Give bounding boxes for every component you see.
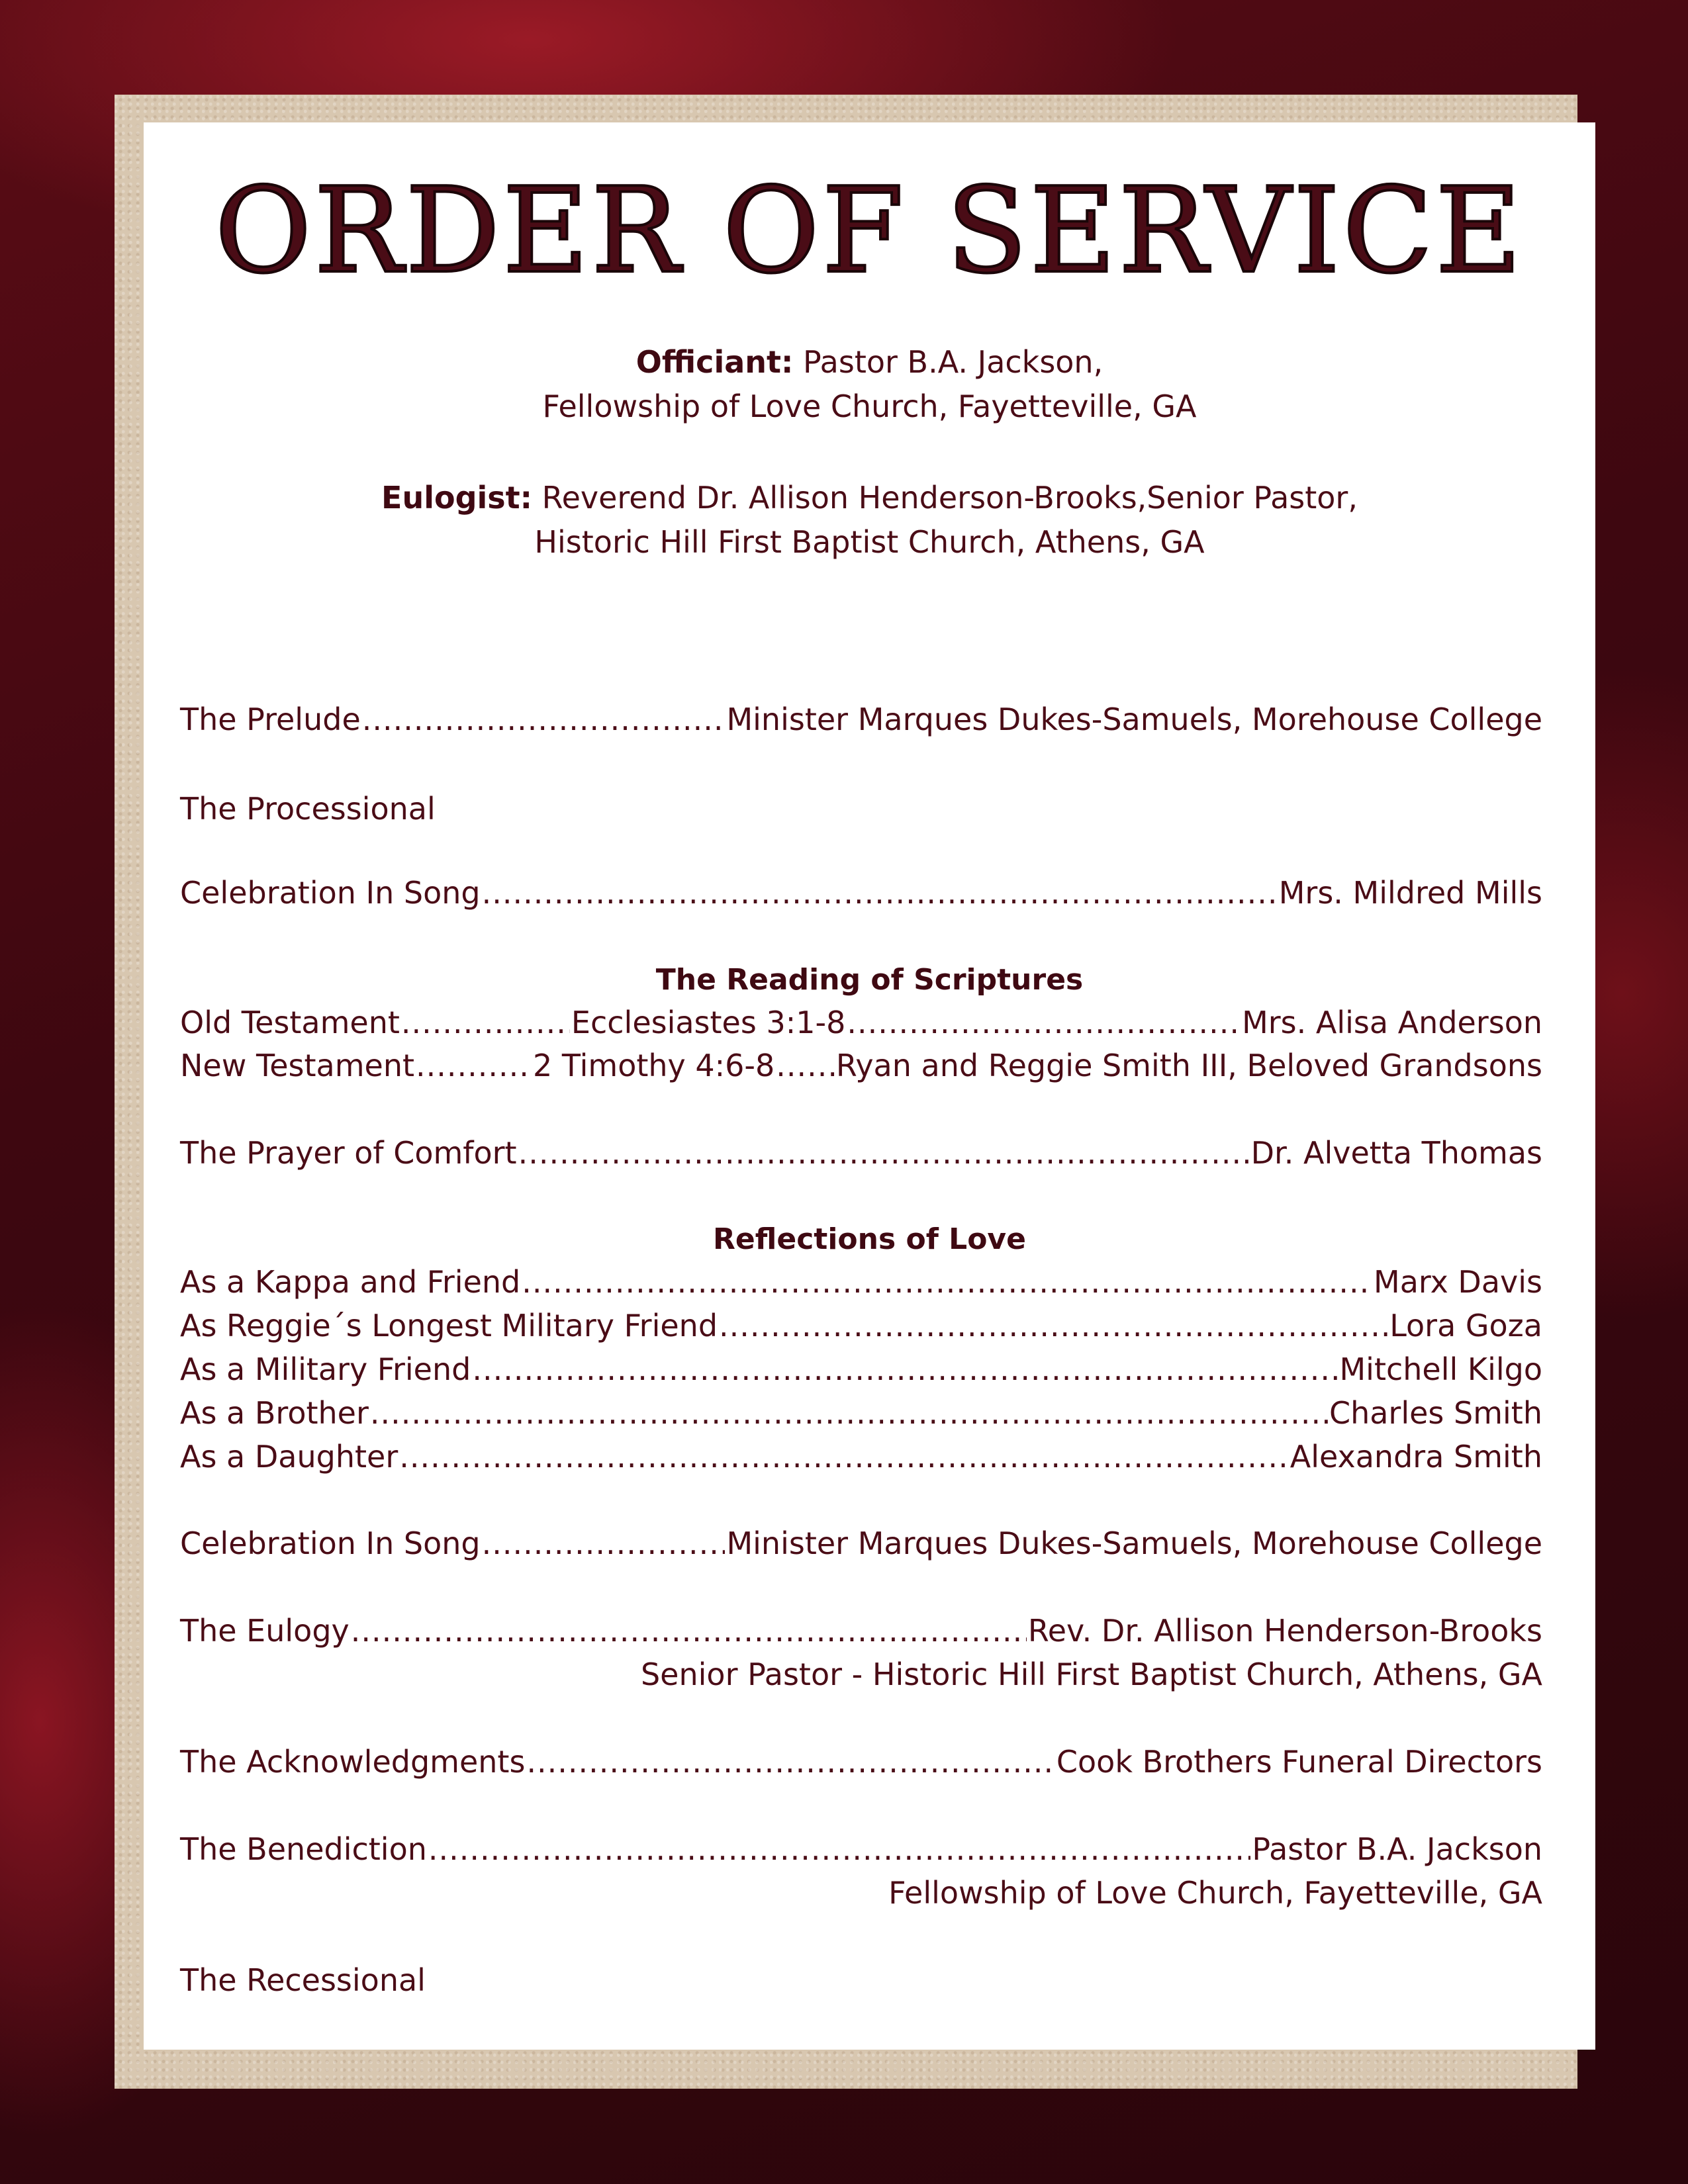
scripture-reference: 2 Timothy 4:6-8	[533, 1048, 775, 1083]
dot-leader	[526, 1744, 1055, 1780]
item-participant: Minister Marques Dukes-Samuels, Morehouse College	[726, 1525, 1542, 1561]
officiant-label: Officiant:	[635, 344, 794, 380]
scripture-reference: Ecclesiastes 3:1-8	[571, 1005, 846, 1040]
dot-leader	[370, 1395, 1328, 1431]
item-label: Celebration In Song	[180, 1525, 481, 1561]
dot-leader	[522, 1264, 1372, 1300]
item-label: As a Kappa and Friend	[180, 1264, 521, 1300]
reflections-heading: Reflections of Love	[713, 1222, 1026, 1256]
item-label: The Prayer of Comfort	[180, 1135, 517, 1171]
item-label: The Eulogy	[180, 1613, 350, 1649]
dot-leader	[416, 1048, 532, 1083]
officiant-name: Pastor B.A. Jackson,	[793, 344, 1103, 380]
dot-leader	[401, 1005, 570, 1040]
prelude-row	[180, 702, 1542, 741]
item-label: As a Brother	[180, 1395, 369, 1431]
eulogist-church: Historic Hill First Baptist Church, Athens, GA	[534, 524, 1205, 560]
song2-row	[180, 1525, 1542, 1565]
dot-leader	[482, 1525, 726, 1561]
processional-item: The Processional	[180, 791, 436, 827]
reflection-row	[180, 1264, 1542, 1304]
new-testament-row	[180, 1048, 1542, 1087]
item-label: As a Military Friend	[180, 1351, 471, 1387]
item-label: Old Testament	[180, 1005, 400, 1040]
item-participant: Cook Brothers Funeral Directors	[1056, 1744, 1542, 1780]
reflection-row	[180, 1439, 1542, 1479]
dot-leader	[472, 1351, 1338, 1387]
item-participant: Lora Goza	[1389, 1308, 1542, 1343]
officiant-line	[144, 344, 1595, 380]
dot-leader	[482, 875, 1278, 911]
item-participant: Dr. Alvetta Thomas	[1250, 1135, 1542, 1171]
benediction-detail: Fellowship of Love Church, Fayetteville, GA	[888, 1875, 1542, 1911]
dot-leader	[776, 1048, 835, 1083]
acknowledgments-row	[180, 1744, 1542, 1784]
dot-leader	[399, 1439, 1289, 1475]
scriptures-heading: The Reading of Scriptures	[655, 963, 1084, 997]
eulogist-name: Reverend Dr. Allison Henderson-Brooks,Senior Pastor,	[532, 480, 1358, 516]
benediction-row	[180, 1831, 1542, 1871]
item-participant: Rev. Dr. Allison Henderson-Brooks	[1027, 1613, 1542, 1649]
item-participant: Marx Davis	[1374, 1264, 1542, 1300]
eulogy-row	[180, 1613, 1542, 1653]
item-participant: Mrs. Alisa Anderson	[1242, 1005, 1542, 1040]
item-label: The Benediction	[180, 1831, 427, 1867]
item-label: The Prelude	[180, 702, 361, 737]
dot-leader	[351, 1613, 1027, 1649]
item-participant: Ryan and Reggie Smith III, Beloved Grandsons	[835, 1048, 1542, 1083]
item-label: New Testament	[180, 1048, 415, 1083]
item-label: The Acknowledgments	[180, 1744, 526, 1780]
recessional-item: The Recessional	[180, 1962, 426, 1998]
eulogist-label: Eulogist:	[381, 480, 533, 516]
item-participant: Minister Marques Dukes-Samuels, Morehouse College	[726, 702, 1542, 737]
dot-leader	[428, 1831, 1251, 1867]
old-testament-row	[180, 1005, 1542, 1044]
dot-leader	[362, 702, 726, 737]
page-title: ORDER OF SERVICE	[214, 162, 1524, 299]
reflection-row	[180, 1395, 1542, 1435]
item-label: Celebration In Song	[180, 875, 481, 911]
item-participant: Mrs. Mildred Mills	[1278, 875, 1542, 911]
eulogist-line	[144, 480, 1595, 516]
eulogy-detail: Senior Pastor - Historic Hill First Baptist Church, Athens, GA	[640, 1657, 1542, 1692]
prayer-row	[180, 1135, 1542, 1175]
item-participant: Mitchell Kilgo	[1339, 1351, 1542, 1387]
item-participant: Pastor B.A. Jackson	[1252, 1831, 1542, 1867]
dot-leader	[719, 1308, 1388, 1343]
dot-leader	[518, 1135, 1250, 1171]
dot-leader	[847, 1005, 1241, 1040]
item-participant: Alexandra Smith	[1289, 1439, 1542, 1475]
officiant-church: Fellowship of Love Church, Fayetteville, GA	[542, 388, 1197, 424]
reflection-row	[180, 1351, 1542, 1391]
item-participant: Charles Smith	[1329, 1395, 1542, 1431]
program-page	[144, 122, 1595, 2050]
item-label: As Reggie´s Longest Military Friend	[180, 1308, 718, 1343]
song1-row	[180, 875, 1542, 915]
reflection-row	[180, 1308, 1542, 1347]
item-label: As a Daughter	[180, 1439, 399, 1475]
